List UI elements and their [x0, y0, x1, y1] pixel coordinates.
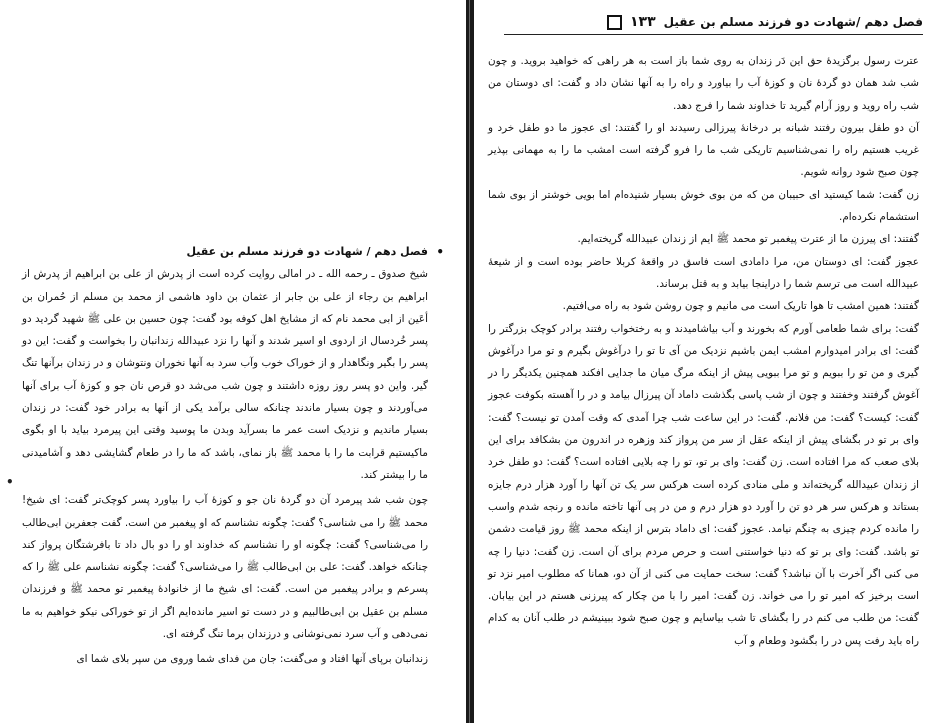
- book-gutter: [466, 0, 474, 723]
- right-paragraph-7: گفت: برای شما طعامی آورم که بخورند و آب بیاشامیدند و به رختخواب رفتند برادر کوچک بزرگتر را گفت: ای برادر امیدوارم امشب ایمن باشیم نزدیک من آی تا تو را درآغوش بگیرم و تو مرا درآغوش گیری و من تو را ببویم و تو مرا ببویی پیش از اینکه مرگ میان ما جدایی افکند همچنین یکدیگر را در آغوش گرفتند وخفتند و چون از شب پاسی بگذشت داماد آن پیرزال بیامد و در را آهسته بکوفت عجوز گفت: کیست؟ گفت: من فلانم. گفت: در این ساعت شب چرا آمدی که وقت آمدن تو نیست؟ گفت: وای بر تو در بگشای پیش از اینکه عقل از سر من پرواز کند وزهره در اندرون من بشکافد برای این بلای صعب که مرا افتاده است. زن گفت: وای بر تو، تو را چه بلایی افتاده است؟ گفت: دو طفل خرد از زندان عبیدالله گریخته‌اند و ملی منادی کرده است هرکس سر یک تن آنها را آورد هزار درم جایزه بستاند و هرکس سر هر دو تن را آورد دو هزار درم و من در پی آنها تاخته مانده و رنجه شدم واسب را مانده کردم چیزی به چنگم نیامد. عجوز گفت: ای داماد بترس از اینکه محمد ﷺ روز قیامت دشمن تو باشد. گفت: وای بر تو که دنیا خواستنی است و حرص مردم برای آن است. زن گفت: دنیا را چه می کنی اگر آخرت با آن نباشد؟ گفت: سخت حمایت می کنی از آن دو، همانا که مطلوب امیر نزد تو است برخیز که امیر تو را می خواند. زن گفت: امیر را با من چکار که پیرزنی هستم در این بیابان. گفت: من طلب می کنم در را بگشای تا شب بیاسایم و چون صبح شود ببینیشم در طلب آنان به کدام راه باید رفت پس در را بگشود وطعام و آب: [488, 322, 919, 647]
- right-paragraph-5: عجوز گفت: ای دوستان من، مرا دامادی است فاسق در واقعهٔ کربلا حاضر بوده است و از شیعهٔ عبیدالله است می ترسم شما را دراینجا بیابد و به قتل برساند.: [488, 255, 919, 290]
- margin-bullet: •: [6, 475, 14, 489]
- right-paragraph-2: آن دو طفل بیرون رفتند شبانه بر درخانهٔ پیرزالی رسیدند او را گفتند: ای عجوز ما دو طفل خرد و غریب هستیم راه را نمی‌شناسیم تاریکی شب ما را فرو گرفته است امشب ما را به مهمانی بپذیر چون صبح شود روانه شویم.: [488, 121, 919, 179]
- right-paragraph-1: عترت رسول برگزیدهٔ حق این دَر زندان به روی شما باز است به هر راهی که خواهید بروید. و چون شب شد همان دو گردهٔ نان و کوزهٔ آب را بیاورد و راه را به آنها نشان داد و گفت: ای دوستان من شب راه روید و روز آرام گیرید تا خداوند شما را فرج دهد.: [488, 55, 919, 112]
- left-page: [0, 0, 466, 723]
- left-page-text: [22, 241, 444, 671]
- right-paragraph-4: گفتند: ای پیرزن ما از عترت پیغمبر تو محمد ﷺ ایم از زندان عبیدالله گریخته‌ایم.: [577, 233, 919, 246]
- left-paragraph-3: زندانبان برپای آنها افتاد و می‌گفت: جان من فدای شما وروی من سپر بلای شما ای: [76, 653, 428, 666]
- left-paragraph-2: چون شب شد پیرمرد آن دو گردهٔ نان جو و کوزهٔ آب را بیاورد پسر کوچک‌تر گفت: ای شیخ! محمد ﷺ را می شناسی؟ گفت: چگونه نشناسم که او پیغمبر من است. گفت جعفربن ابی‌طالب را می‌شناسی؟ گفت: چگونه او را نشناسم که خداوند او را دو بال داد تا بافرشتگان پرواز کند چنانکه خواهد. گفت: علی بن ابی‌طالب ﷺ را می‌شناسی؟ گفت: چگونه نشناسم علی ﷺ را که پسرعم و برادر پیغمبر من است. گفت: ای شیخ ما از خانوادهٔ پیغمبر تو محمد ﷺ و فرزندان مسلم بن عقیل بن ابی‌طالبیم و در دست تو اسیر مانده‌ایم اگر از تو خوراکی نیکو خواهیم به ما نمی‌دهی و آب سرد نمی‌نوشانی و درزندان برما تنگ گرفته ای.: [22, 494, 428, 641]
- running-header: [504, 10, 923, 35]
- running-title: فصل دهم /شهادت دو فرزند مسلم بن عقیل: [663, 15, 923, 29]
- right-paragraph-3: زن گفت: شما کیستید ای حبیبان من که من بوی خوش بسیار شنیده‌ام اما بویی خوشتر از بوی شما استشمام نکرده‌ام.: [488, 188, 919, 224]
- page-number: ۱۳۳: [630, 14, 656, 30]
- section-bullet: •: [436, 245, 444, 259]
- page-box-icon: [607, 15, 622, 30]
- right-paragraph-6: گفتند: همین امشب تا هوا تاریک است می مانیم و چون روشن شود به راه می‌افتیم.: [562, 300, 919, 313]
- section-title: فصل دهم / شهادت دو فرزند مسلم بن عقیل: [186, 245, 428, 258]
- left-paragraph-1: شیخ صدوق ـ رحمه الله ـ در امالی روایت کرده است از پدرش از علی بن ابراهیم از پدرش از ابراهیم بن رجاء از علی بن جابر از عثمان بن داود هاشمی از محمد بن مسلم از حُمران بن أعَین از ابی محمد نام که از مشایخ اهل کوفه بود گفت: چون حسین بن علی ﷺ شهید گردید دو پسر خُردسال از اردوی او اسیر شدند و آنها را نزد عبیدالله زندانبان را بخواست و گفت: این دو پسر را بگیر ونگاهدار و از خوراک خوب وآب سرد به آنها نخوران ونتوشان و در زندان برآنها تنگ گیر. واین دو پسر روز روزه داشتند و چون شب می‌شد دو قرص نان جو و کوزهٔ آب برای آنها می‌آوردند و چون بسیار ماندند چنانکه سالی برآمد یکی از آنها به برادر خود گفت: در زندان بسیار ماندیم و نزدیک است عمر ما بسرآید وبدن ما پوسید وقتی این پیرمرد بیاید با او بگوی ماکیستیم قرابت ما را با محمد ﷺ باز نمای، باشد که ما را در طعام گشایشی دهد و آشامیدنی ما را بیشتر کند.: [22, 268, 428, 481]
- right-page: [474, 0, 941, 723]
- right-page-text: [488, 50, 919, 652]
- section-title-wrapper: [22, 241, 444, 263]
